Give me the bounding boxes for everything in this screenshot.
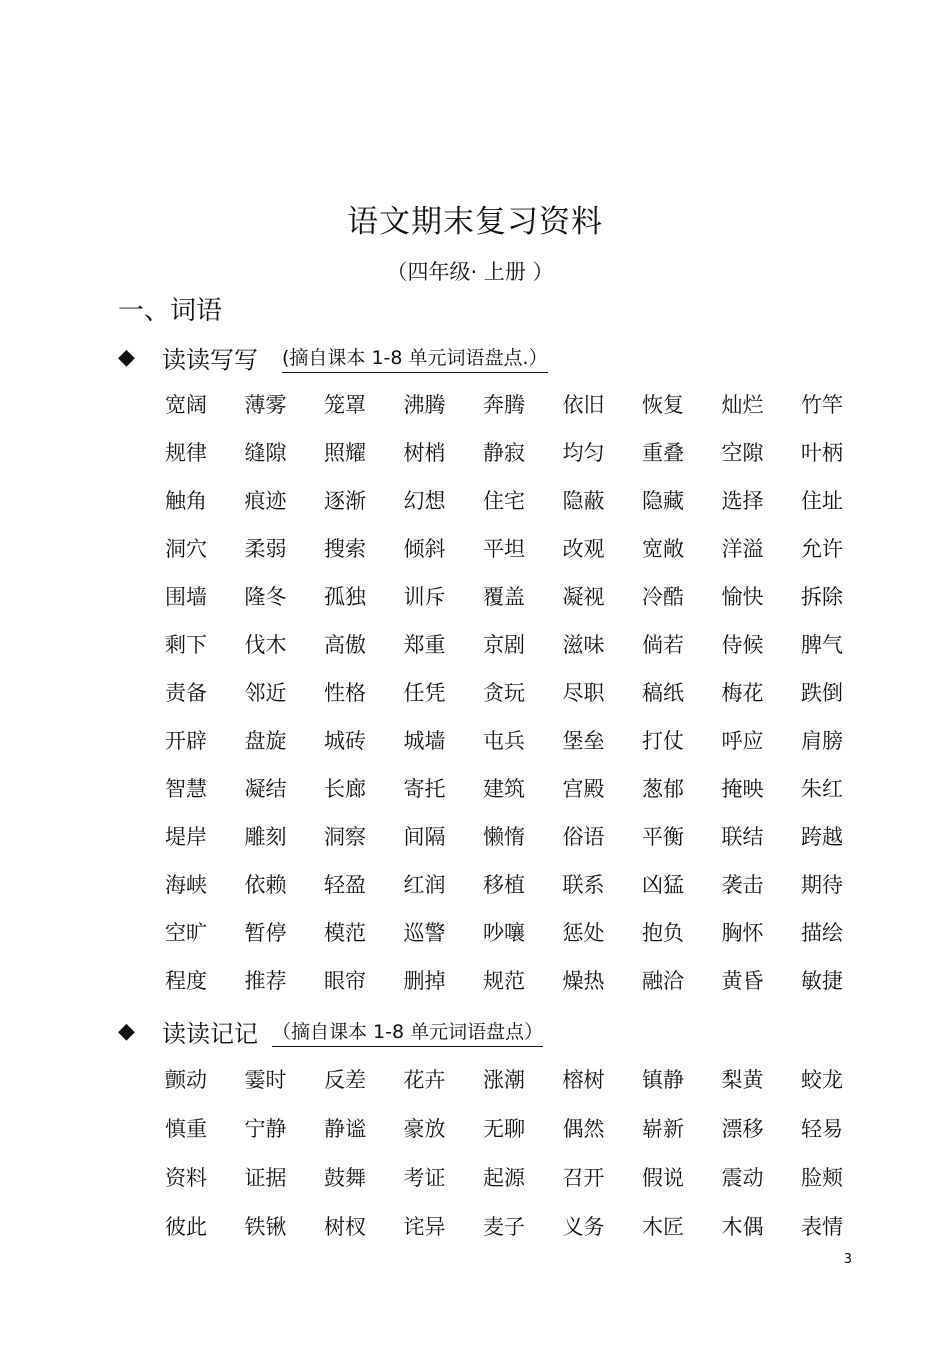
group-note: （摘自课本 1-8 单元词语盘点） bbox=[272, 1017, 543, 1047]
vocabulary-word: 黄昏 bbox=[721, 969, 764, 993]
vocabulary-word: 彼此 bbox=[165, 1214, 207, 1239]
vocabulary-word: 表情 bbox=[801, 1214, 843, 1239]
vocabulary-word: 吵嚷 bbox=[483, 921, 525, 945]
vocabulary-word: 抱负 bbox=[642, 921, 684, 945]
diamond-bullet-icon: ◆ bbox=[118, 345, 135, 370]
vocabulary-word: 智慧 bbox=[165, 777, 207, 801]
vocabulary-word: 涨潮 bbox=[483, 1067, 525, 1092]
vocabulary-word: 鼓舞 bbox=[324, 1165, 366, 1190]
group-label: 读读记记 bbox=[162, 1020, 258, 1048]
vocabulary-word: 镇静 bbox=[642, 1067, 684, 1092]
vocabulary-word: 伐木 bbox=[244, 633, 287, 657]
word-row bbox=[165, 860, 881, 908]
vocabulary-word: 笼罩 bbox=[324, 393, 366, 417]
group-heading-read-write bbox=[118, 340, 548, 375]
vocabulary-word: 跌倒 bbox=[801, 681, 843, 705]
vocabulary-word: 描绘 bbox=[801, 921, 843, 945]
vocabulary-word: 俗语 bbox=[562, 825, 605, 849]
vocabulary-word: 沸腾 bbox=[403, 393, 446, 417]
vocabulary-word: 颤动 bbox=[165, 1067, 207, 1092]
vocabulary-word: 假说 bbox=[642, 1165, 684, 1190]
vocabulary-word: 滋味 bbox=[562, 633, 605, 657]
vocabulary-word: 蛟龙 bbox=[801, 1067, 843, 1092]
vocabulary-word: 改观 bbox=[562, 537, 605, 561]
vocabulary-word: 长廊 bbox=[324, 777, 366, 801]
vocabulary-word: 红润 bbox=[403, 873, 446, 897]
vocabulary-word: 起源 bbox=[483, 1165, 525, 1190]
group-heading-read-remember bbox=[118, 1014, 543, 1049]
vocabulary-word: 规范 bbox=[483, 969, 525, 993]
vocabulary-word: 洞察 bbox=[324, 825, 366, 849]
vocabulary-word: 剩下 bbox=[165, 633, 207, 657]
vocabulary-word: 慎重 bbox=[165, 1116, 207, 1141]
vocabulary-word: 覆盖 bbox=[483, 585, 525, 609]
vocabulary-word: 奔腾 bbox=[483, 393, 525, 417]
vocabulary-word: 轻易 bbox=[801, 1116, 843, 1141]
vocabulary-word: 静谧 bbox=[324, 1116, 366, 1141]
page-title: 语文期末复习资料 bbox=[347, 204, 603, 240]
vocabulary-word: 空旷 bbox=[165, 921, 207, 945]
vocabulary-word: 铁锹 bbox=[244, 1214, 287, 1239]
vocabulary-word: 肩膀 bbox=[801, 729, 843, 753]
vocabulary-word: 敏捷 bbox=[801, 969, 843, 993]
vocabulary-word: 隐蔽 bbox=[562, 489, 605, 513]
vocabulary-word: 联系 bbox=[562, 873, 605, 897]
vocabulary-word: 豪放 bbox=[403, 1116, 446, 1141]
vocabulary-word: 资料 bbox=[165, 1165, 207, 1190]
vocabulary-word: 海峡 bbox=[165, 873, 207, 897]
vocabulary-word: 惩处 bbox=[562, 921, 605, 945]
vocabulary-word: 隆冬 bbox=[244, 585, 287, 609]
vocabulary-word: 懒惰 bbox=[483, 825, 525, 849]
vocabulary-word: 围墙 bbox=[165, 585, 207, 609]
vocabulary-word: 拆除 bbox=[801, 585, 843, 609]
vocabulary-word: 平坦 bbox=[483, 537, 525, 561]
vocabulary-word: 竹竿 bbox=[801, 393, 843, 417]
vocabulary-word: 训斥 bbox=[403, 585, 446, 609]
vocabulary-word: 倘若 bbox=[642, 633, 684, 657]
vocabulary-word: 凝视 bbox=[562, 585, 605, 609]
vocabulary-word: 召开 bbox=[562, 1165, 605, 1190]
vocabulary-word: 侍候 bbox=[721, 633, 764, 657]
vocabulary-word: 掩映 bbox=[721, 777, 764, 801]
vocabulary-word: 删掉 bbox=[403, 969, 446, 993]
vocabulary-word: 打仗 bbox=[642, 729, 684, 753]
page-number: 3 bbox=[843, 1252, 852, 1267]
vocabulary-word: 葱郁 bbox=[642, 777, 684, 801]
vocabulary-word: 均匀 bbox=[562, 441, 605, 465]
word-row bbox=[165, 476, 881, 524]
vocabulary-word: 呼应 bbox=[721, 729, 764, 753]
vocabulary-word: 痕迹 bbox=[244, 489, 287, 513]
vocabulary-word: 堤岸 bbox=[165, 825, 207, 849]
vocabulary-word: 袭击 bbox=[721, 873, 764, 897]
vocabulary-word: 义务 bbox=[562, 1214, 605, 1239]
vocabulary-word: 薄雾 bbox=[244, 393, 287, 417]
vocabulary-word: 依旧 bbox=[562, 393, 605, 417]
vocabulary-word: 梨黄 bbox=[721, 1067, 764, 1092]
vocabulary-word: 移植 bbox=[483, 873, 525, 897]
vocabulary-word: 孤独 bbox=[324, 585, 366, 609]
vocabulary-word: 住址 bbox=[801, 489, 843, 513]
vocabulary-word: 开辟 bbox=[165, 729, 207, 753]
vocabulary-word: 脾气 bbox=[801, 633, 843, 657]
vocabulary-word: 堡垒 bbox=[562, 729, 605, 753]
vocabulary-word: 期待 bbox=[801, 873, 843, 897]
word-grid-read-write bbox=[165, 380, 881, 1004]
vocabulary-word: 漂移 bbox=[721, 1116, 764, 1141]
vocabulary-word: 京剧 bbox=[483, 633, 525, 657]
vocabulary-word: 郑重 bbox=[403, 633, 446, 657]
vocabulary-word: 冷酷 bbox=[642, 585, 684, 609]
vocabulary-word: 性格 bbox=[324, 681, 366, 705]
word-row bbox=[165, 716, 881, 764]
vocabulary-word: 宁静 bbox=[244, 1116, 287, 1141]
vocabulary-word: 朱红 bbox=[801, 777, 843, 801]
vocabulary-word: 屯兵 bbox=[483, 729, 525, 753]
vocabulary-word: 允许 bbox=[801, 537, 843, 561]
word-grid-read-remember bbox=[165, 1054, 881, 1250]
word-row bbox=[165, 380, 881, 428]
vocabulary-word: 洞穴 bbox=[165, 537, 207, 561]
vocabulary-word: 跨越 bbox=[801, 825, 843, 849]
vocabulary-word: 触角 bbox=[165, 489, 207, 513]
page-subtitle: （四年级· 上册 ） bbox=[386, 260, 554, 284]
vocabulary-word: 程度 bbox=[165, 969, 207, 993]
vocabulary-word: 空隙 bbox=[721, 441, 764, 465]
vocabulary-word: 梅花 bbox=[721, 681, 764, 705]
vocabulary-word: 贪玩 bbox=[483, 681, 525, 705]
vocabulary-word: 倾斜 bbox=[403, 537, 446, 561]
vocabulary-word: 崭新 bbox=[642, 1116, 684, 1141]
vocabulary-word: 幻想 bbox=[403, 489, 446, 513]
vocabulary-word: 无聊 bbox=[483, 1116, 525, 1141]
vocabulary-word: 眼帘 bbox=[324, 969, 366, 993]
vocabulary-word: 树杈 bbox=[324, 1214, 366, 1239]
vocabulary-word: 重叠 bbox=[642, 441, 684, 465]
word-row bbox=[165, 1152, 881, 1201]
vocabulary-word: 责备 bbox=[165, 681, 207, 705]
group-note: (摘自课本 1-8 单元词语盘点.） bbox=[282, 343, 548, 373]
vocabulary-word: 恢复 bbox=[642, 393, 684, 417]
vocabulary-word: 邻近 bbox=[244, 681, 287, 705]
vocabulary-word: 照耀 bbox=[324, 441, 366, 465]
word-row bbox=[165, 1201, 881, 1250]
vocabulary-word: 诧异 bbox=[403, 1214, 446, 1239]
vocabulary-word: 胸怀 bbox=[721, 921, 764, 945]
vocabulary-word: 间隔 bbox=[403, 825, 446, 849]
vocabulary-word: 逐渐 bbox=[324, 489, 366, 513]
word-row bbox=[165, 620, 881, 668]
diamond-bullet-icon: ◆ bbox=[118, 1019, 135, 1044]
vocabulary-word: 轻盈 bbox=[324, 873, 366, 897]
word-row bbox=[165, 1054, 881, 1103]
vocabulary-word: 凶猛 bbox=[642, 873, 684, 897]
vocabulary-word: 稿纸 bbox=[642, 681, 684, 705]
section-heading: 一、词语 bbox=[118, 296, 223, 326]
vocabulary-word: 任凭 bbox=[403, 681, 446, 705]
vocabulary-word: 燥热 bbox=[562, 969, 605, 993]
word-row bbox=[165, 812, 881, 860]
vocabulary-word: 愉快 bbox=[721, 585, 764, 609]
group-label: 读读写写 bbox=[162, 346, 258, 374]
vocabulary-word: 脸颊 bbox=[801, 1165, 843, 1190]
word-row bbox=[165, 668, 881, 716]
vocabulary-word: 推荐 bbox=[244, 969, 287, 993]
vocabulary-word: 木偶 bbox=[721, 1214, 764, 1239]
word-row bbox=[165, 956, 881, 1004]
vocabulary-word: 缝隙 bbox=[244, 441, 287, 465]
vocabulary-word: 震动 bbox=[721, 1165, 764, 1190]
vocabulary-word: 融洽 bbox=[642, 969, 684, 993]
vocabulary-word: 霎时 bbox=[244, 1067, 287, 1092]
vocabulary-word: 依赖 bbox=[244, 873, 287, 897]
vocabulary-word: 搜索 bbox=[324, 537, 366, 561]
vocabulary-word: 平衡 bbox=[642, 825, 684, 849]
vocabulary-word: 木匠 bbox=[642, 1214, 684, 1239]
vocabulary-word: 雕刻 bbox=[244, 825, 287, 849]
vocabulary-word: 凝结 bbox=[244, 777, 287, 801]
vocabulary-word: 尽职 bbox=[562, 681, 605, 705]
vocabulary-word: 寄托 bbox=[403, 777, 446, 801]
vocabulary-word: 树梢 bbox=[403, 441, 446, 465]
vocabulary-word: 选择 bbox=[721, 489, 764, 513]
vocabulary-word: 盘旋 bbox=[244, 729, 287, 753]
word-row bbox=[165, 428, 881, 476]
word-row bbox=[165, 524, 881, 572]
vocabulary-word: 麦子 bbox=[483, 1214, 525, 1239]
word-row bbox=[165, 908, 881, 956]
vocabulary-word: 住宅 bbox=[483, 489, 525, 513]
vocabulary-word: 榕树 bbox=[562, 1067, 605, 1092]
vocabulary-word: 规律 bbox=[165, 441, 207, 465]
vocabulary-word: 灿烂 bbox=[721, 393, 764, 417]
vocabulary-word: 洋溢 bbox=[721, 537, 764, 561]
vocabulary-word: 宫殿 bbox=[562, 777, 605, 801]
vocabulary-word: 叶柄 bbox=[801, 441, 843, 465]
vocabulary-word: 柔弱 bbox=[244, 537, 287, 561]
vocabulary-word: 高傲 bbox=[324, 633, 366, 657]
vocabulary-word: 城墙 bbox=[403, 729, 446, 753]
vocabulary-word: 暂停 bbox=[244, 921, 287, 945]
vocabulary-word: 隐藏 bbox=[642, 489, 684, 513]
vocabulary-word: 宽阔 bbox=[165, 393, 207, 417]
vocabulary-word: 证据 bbox=[244, 1165, 287, 1190]
vocabulary-word: 宽敞 bbox=[642, 537, 684, 561]
vocabulary-word: 花卉 bbox=[403, 1067, 446, 1092]
vocabulary-word: 反差 bbox=[324, 1067, 366, 1092]
vocabulary-word: 偶然 bbox=[562, 1116, 605, 1141]
word-row bbox=[165, 764, 881, 812]
word-row bbox=[165, 572, 881, 620]
vocabulary-word: 静寂 bbox=[483, 441, 525, 465]
vocabulary-word: 联结 bbox=[721, 825, 764, 849]
vocabulary-word: 城砖 bbox=[324, 729, 366, 753]
vocabulary-word: 建筑 bbox=[483, 777, 525, 801]
vocabulary-word: 模范 bbox=[324, 921, 366, 945]
vocabulary-word: 考证 bbox=[403, 1165, 446, 1190]
vocabulary-word: 巡警 bbox=[403, 921, 446, 945]
word-row bbox=[165, 1103, 881, 1152]
